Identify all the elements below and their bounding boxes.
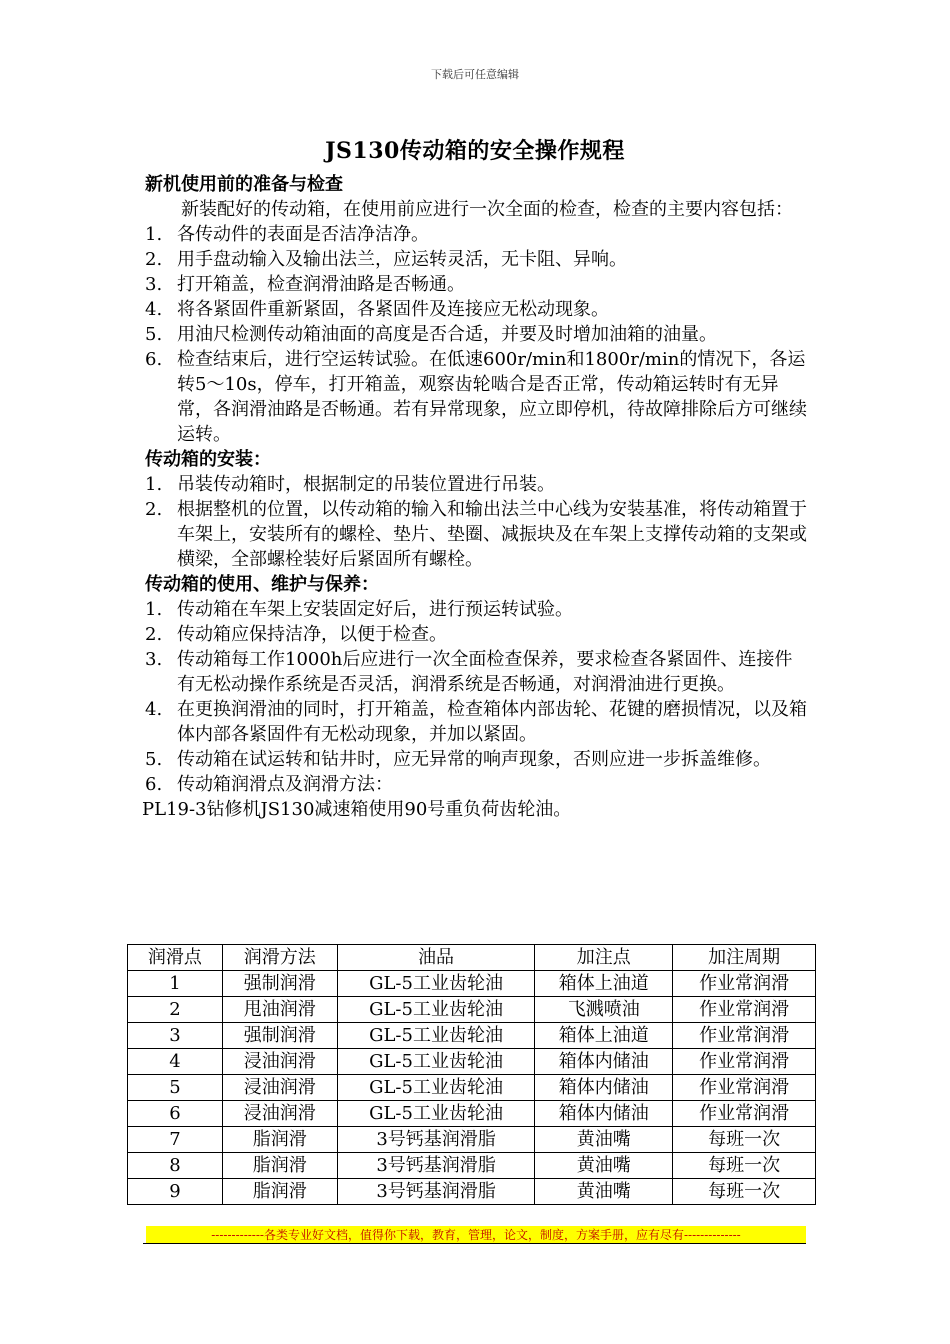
list-item bbox=[145, 622, 810, 647]
table-cell: 箱体内储油 bbox=[535, 1075, 673, 1101]
list-number: 3. bbox=[145, 649, 163, 670]
list-text: 用手盘动输入及输出法兰，应运转灵活，无卡阻、异响。 bbox=[177, 249, 627, 270]
header-cell: 加注点 bbox=[535, 945, 673, 971]
table-cell: 3号钙基润滑脂 bbox=[337, 1179, 535, 1205]
list-number: 2. bbox=[145, 249, 163, 270]
list-item bbox=[145, 747, 810, 772]
list-item bbox=[145, 472, 810, 497]
table-cell: 作业常润滑 bbox=[673, 1023, 816, 1049]
list-text: 传动箱润滑点及润滑方法： bbox=[177, 774, 393, 795]
list-number: 5. bbox=[145, 324, 163, 345]
table-cell: 作业常润滑 bbox=[673, 997, 816, 1023]
header-cell: 加注周期 bbox=[673, 945, 816, 971]
table-cell: 脂润滑 bbox=[222, 1179, 337, 1205]
table-cell: 作业常润滑 bbox=[673, 1049, 816, 1075]
table-row bbox=[128, 1023, 816, 1049]
table-row bbox=[128, 971, 816, 997]
table-caption: PL19-3钻修机JS130减速箱使用90号重负荷齿轮油。 bbox=[142, 799, 572, 820]
header-cell: 润滑方法 bbox=[222, 945, 337, 971]
table-cell: 箱体上油道 bbox=[535, 1023, 673, 1049]
list-text: 在更换润滑油的同时，打开箱盖，检查箱体内部齿轮、花键的磨损情况，以及箱体内部各紧固件有无松动现象，并加以紧固。 bbox=[177, 699, 807, 745]
footer-divider bbox=[143, 1243, 806, 1244]
table-cell: 7 bbox=[128, 1127, 223, 1153]
table-cell: 3号钙基润滑脂 bbox=[337, 1127, 535, 1153]
installation-list bbox=[145, 472, 810, 572]
list-number: 1. bbox=[145, 599, 163, 620]
list-number: 5. bbox=[145, 749, 163, 770]
section-heading-preparation: 新机使用前的准备与检查 bbox=[145, 174, 343, 195]
table-row bbox=[128, 997, 816, 1023]
footer-banner: -------------各类专业好文档，值得你下载，教育，管理，论文，制度，方案手册，应有尽有-------------- bbox=[146, 1226, 806, 1243]
list-item bbox=[145, 772, 810, 797]
list-item bbox=[145, 247, 810, 272]
table-row bbox=[128, 1153, 816, 1179]
list-text: 传动箱在车架上安装固定好后，进行预运转试验。 bbox=[177, 599, 573, 620]
table-cell: 3号钙基润滑脂 bbox=[337, 1153, 535, 1179]
table-cell: 箱体上油道 bbox=[535, 971, 673, 997]
maintenance-list bbox=[145, 597, 810, 797]
table-row bbox=[128, 1127, 816, 1153]
list-item bbox=[145, 697, 810, 747]
preparation-list bbox=[145, 222, 810, 447]
list-text: 根据整机的位置，以传动箱的输入和输出法兰中心线为安装基准，将传动箱置于车架上，安装所有的螺栓、垫片、垫圈、减振块及在车架上支撑传动箱的支架或横梁，全部螺栓装好后紧固所有螺栓。 bbox=[177, 499, 807, 570]
list-item bbox=[145, 322, 810, 347]
table-cell: 飞溅喷油 bbox=[535, 997, 673, 1023]
table-cell: 黄油嘴 bbox=[535, 1179, 673, 1205]
list-item bbox=[145, 347, 810, 447]
table-row bbox=[128, 1075, 816, 1101]
list-number: 1. bbox=[145, 474, 163, 495]
table-row bbox=[128, 1179, 816, 1205]
list-text: 传动箱每工作1000h后应进行一次全面检查保养，要求检查各紧固件、连接件有无松动操作系统是否灵活，润滑系统是否畅通，对润滑油进行更换。 bbox=[177, 649, 793, 695]
list-number: 6. bbox=[145, 349, 163, 370]
table-cell: GL-5工业齿轮油 bbox=[337, 971, 535, 997]
list-number: 2. bbox=[145, 624, 163, 645]
table-cell: 浸油润滑 bbox=[222, 1101, 337, 1127]
table-cell: 作业常润滑 bbox=[673, 971, 816, 997]
list-text: 检查结束后，进行空运转试验。在低速600r/min和1800r/min的情况下，各运转5～10s，停车，打开箱盖，观察齿轮啮合是否正常，传动箱运转时有无异常，各润滑油路是否畅通。若有异常现象，应立即停机，待故障排除后方可继续运转。 bbox=[177, 349, 807, 445]
section-heading-maintenance: 传动箱的使用、维护与保养： bbox=[145, 574, 379, 595]
table-cell: GL-5工业齿轮油 bbox=[337, 997, 535, 1023]
table-cell: GL-5工业齿轮油 bbox=[337, 1101, 535, 1127]
table-cell: 1 bbox=[128, 971, 223, 997]
table-cell: 甩油润滑 bbox=[222, 997, 337, 1023]
list-text: 传动箱应保持洁净，以便于检查。 bbox=[177, 624, 447, 645]
list-item bbox=[145, 272, 810, 297]
document-title: JS130传动箱的安全操作规程 bbox=[325, 138, 625, 164]
table-cell: 黄油嘴 bbox=[535, 1153, 673, 1179]
table-cell: 5 bbox=[128, 1075, 223, 1101]
list-item bbox=[145, 497, 810, 572]
header-cell: 油品 bbox=[337, 945, 535, 971]
table-row bbox=[128, 1101, 816, 1127]
list-text: 吊装传动箱时，根据制定的吊装位置进行吊装。 bbox=[177, 474, 555, 495]
list-text: 将各紧固件重新紧固，各紧固件及连接应无松动现象。 bbox=[177, 299, 609, 320]
table-cell: GL-5工业齿轮油 bbox=[337, 1023, 535, 1049]
list-number: 6. bbox=[145, 774, 163, 795]
table-cell: 浸油润滑 bbox=[222, 1075, 337, 1101]
list-item bbox=[145, 222, 810, 247]
document-body bbox=[142, 172, 810, 822]
list-number: 3. bbox=[145, 274, 163, 295]
table-cell: 8 bbox=[128, 1153, 223, 1179]
table-cell: 6 bbox=[128, 1101, 223, 1127]
list-number: 2. bbox=[145, 499, 163, 520]
table-cell: 每班一次 bbox=[673, 1153, 816, 1179]
table-cell: 箱体内储油 bbox=[535, 1049, 673, 1075]
table-header-row bbox=[128, 945, 816, 971]
table-cell: 浸油润滑 bbox=[222, 1049, 337, 1075]
table-cell: 脂润滑 bbox=[222, 1127, 337, 1153]
table-cell: 作业常润滑 bbox=[673, 1075, 816, 1101]
list-item bbox=[145, 597, 810, 622]
list-text: 打开箱盖，检查润滑油路是否畅通。 bbox=[177, 274, 465, 295]
table-cell: 每班一次 bbox=[673, 1127, 816, 1153]
table-cell: 箱体内储油 bbox=[535, 1101, 673, 1127]
list-item bbox=[145, 647, 810, 697]
header-cell: 润滑点 bbox=[128, 945, 223, 971]
section-heading-installation: 传动箱的安装： bbox=[145, 449, 271, 470]
list-text: 用油尺检测传动箱油面的高度是否合适，并要及时增加油箱的油量。 bbox=[177, 324, 717, 345]
table-cell: 每班一次 bbox=[673, 1179, 816, 1205]
list-text: 传动箱在试运转和钻井时，应无异常的响声现象，否则应进一步拆盖维修。 bbox=[177, 749, 771, 770]
table-cell: 黄油嘴 bbox=[535, 1127, 673, 1153]
list-number: 4. bbox=[145, 299, 163, 320]
table-cell: 作业常润滑 bbox=[673, 1101, 816, 1127]
table-cell: 脂润滑 bbox=[222, 1153, 337, 1179]
list-item bbox=[145, 297, 810, 322]
table-cell: GL-5工业齿轮油 bbox=[337, 1075, 535, 1101]
table-cell: 强制润滑 bbox=[222, 971, 337, 997]
section-intro: 新装配好的传动箱，在使用前应进行一次全面的检查，检查的主要内容包括： bbox=[181, 199, 793, 220]
list-number: 1. bbox=[145, 224, 163, 245]
table-cell: 9 bbox=[128, 1179, 223, 1205]
table-cell: 3 bbox=[128, 1023, 223, 1049]
table-cell: 强制润滑 bbox=[222, 1023, 337, 1049]
list-number: 4. bbox=[145, 699, 163, 720]
header-note: 下载后可任意编辑 bbox=[431, 68, 519, 81]
list-text: 各传动件的表面是否洁净洁净。 bbox=[177, 224, 429, 245]
table-cell: GL-5工业齿轮油 bbox=[337, 1049, 535, 1075]
table-cell: 4 bbox=[128, 1049, 223, 1075]
table-row bbox=[128, 1049, 816, 1075]
table-cell: 2 bbox=[128, 997, 223, 1023]
lubrication-table bbox=[127, 944, 816, 1205]
